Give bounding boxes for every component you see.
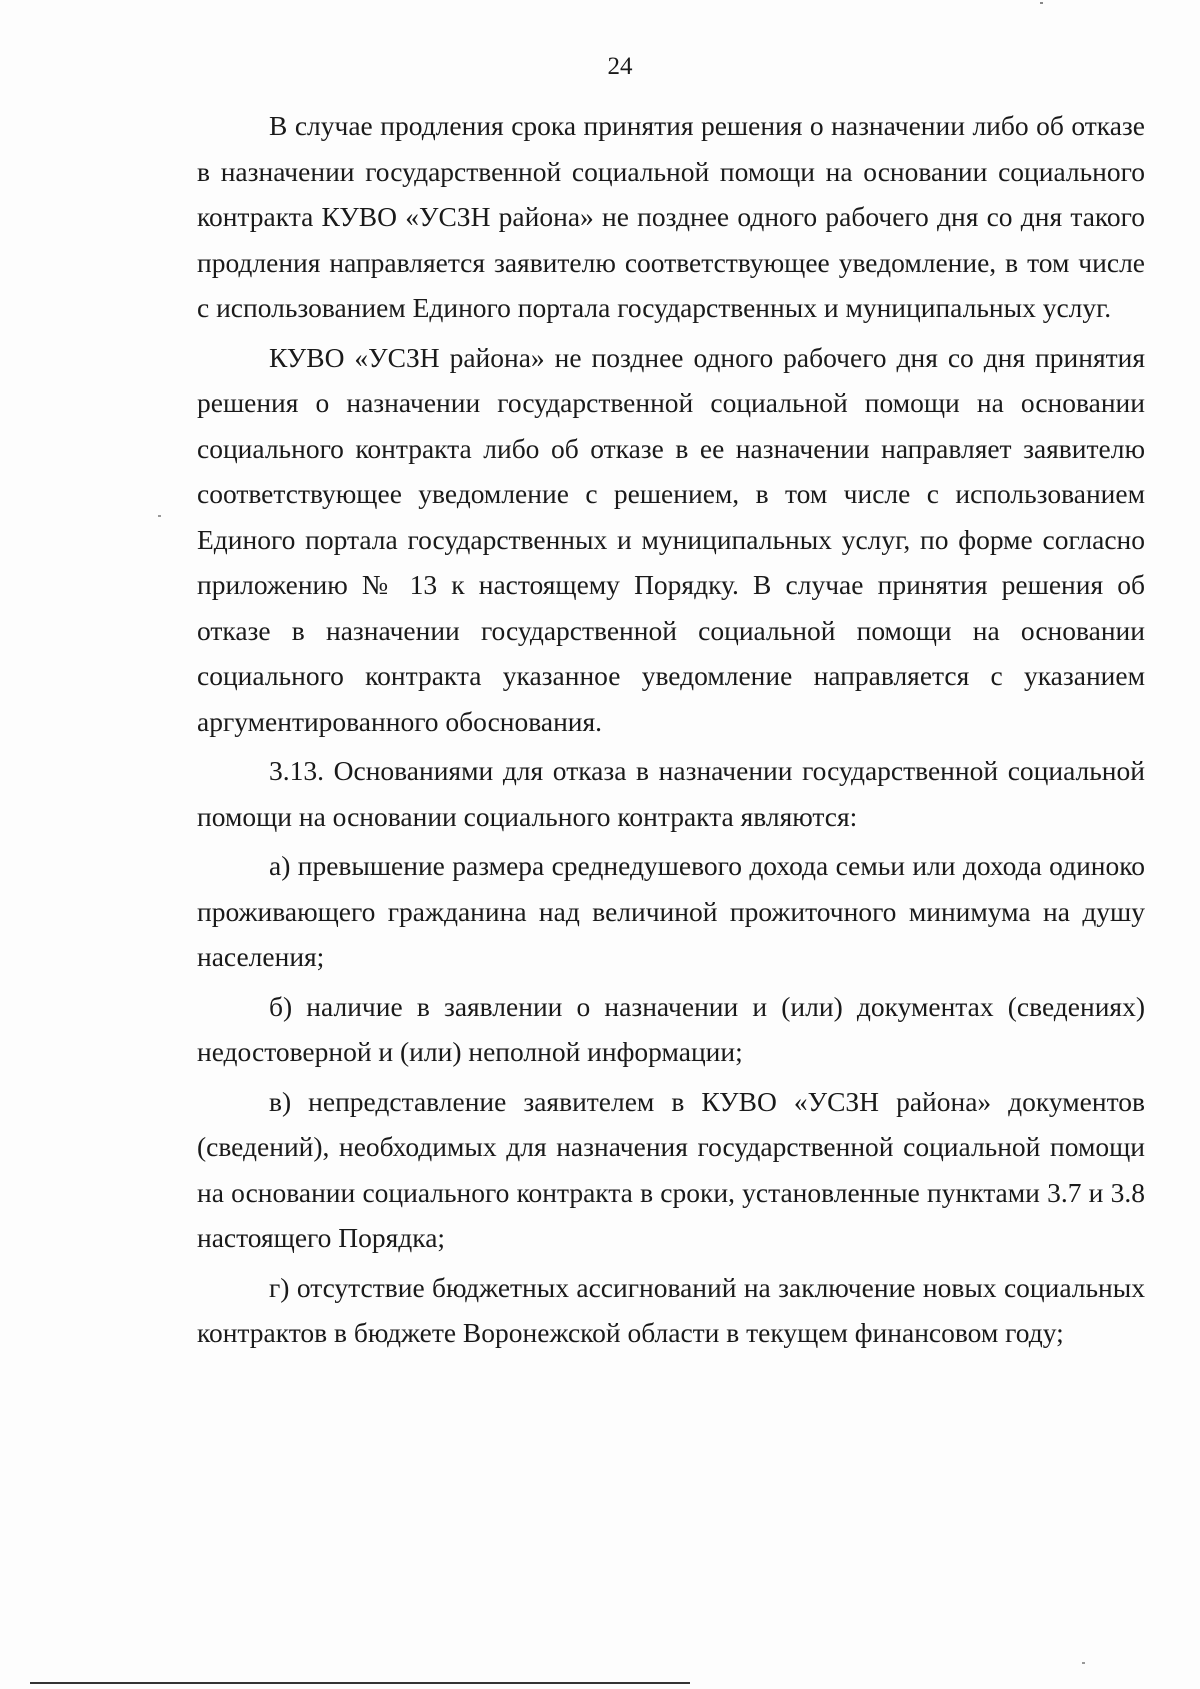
page-number: 24 — [607, 53, 633, 80]
paragraph-decision-notice: КУВО «УСЗН района» не позднее одного рабочего дня со дня принятия решения о назначении государственной социальной помощи на основании социального контракта либо об отказе в ее назначении направляет заявителю соответствующее уведомление с решением, в том числе с использованием Единого портала государственных и муниципальных услуг, по форме согласно приложению № 13 к настоящему Порядку. В случае принятия решения об отказе в назначении государственной социальной помощи на основании социального контракта указанное уведомление направляется с указанием аргументированного обоснования. — [197, 341, 1145, 737]
scan-artifact-mark — [1040, 2, 1043, 4]
scan-edge-line — [30, 1682, 690, 1684]
paragraph-extension-notice: В случае продления срока принятия решения о назначении либо об отказе в назначении государственной социальной помощи на основании социального контракта КУВО «УСЗН района» не позднее одного рабочего дня со дня такого продления направляется заявителю соответствующее уведомление, в том числе с использованием Единого портала государственных и муниципальных услуг. — [197, 110, 1145, 323]
scan-artifact-mark — [158, 515, 161, 517]
list-item-v: в) непредставление заявителем в КУВО «УСЗН района» документов (сведений), необходимых для назначения государственной социальной помощи на основании социального контракта в сроки, установленные пунктами 3.7 и 3.8 настоящего Порядка; — [197, 1085, 1145, 1253]
list-item-b: б) наличие в заявлении о назначении и (или) документах (сведениях) недостоверной и (или) неполной информации; — [197, 990, 1145, 1067]
list-item-g: г) отсутствие бюджетных ассигнований на заключение новых социальных контрактов в бюджете Воронежской области в текущем финансовом году; — [197, 1271, 1145, 1348]
paragraph-refusal-grounds: 3.13. Основаниями для отказа в назначении государственной социальной помощи на основании социального контракта являются: — [197, 755, 1145, 832]
scan-artifact-mark — [1082, 1662, 1085, 1664]
list-item-a: а) превышение размера среднедушевого дохода семьи или дохода одиноко проживающего гражданина над величиной прожиточного минимума на душу населения; — [197, 850, 1145, 972]
document-body — [197, 103, 1145, 1360]
